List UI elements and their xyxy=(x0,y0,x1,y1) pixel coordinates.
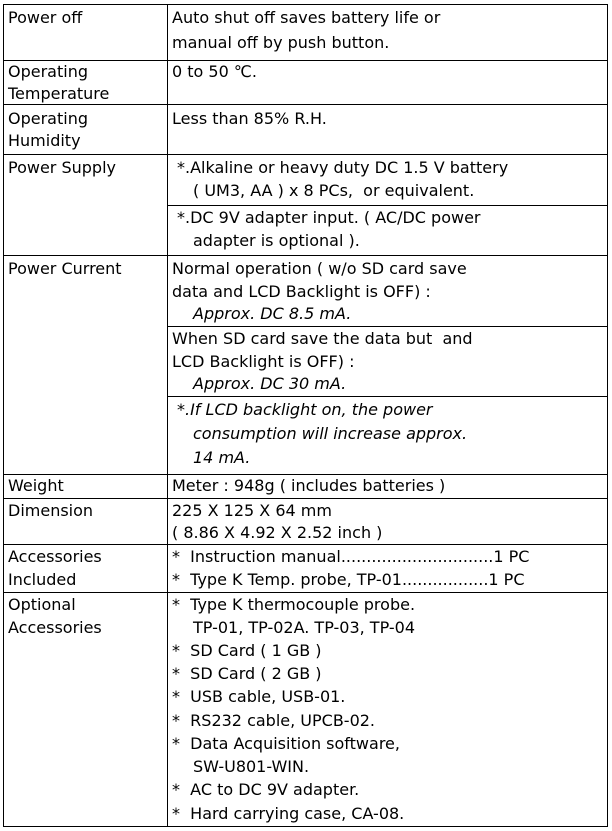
spec-label: Power Supply xyxy=(8,158,116,177)
spec-label: Operating xyxy=(8,109,88,128)
table-border-bottom xyxy=(3,826,608,827)
spec-value: Normal operation ( w/o SD card save xyxy=(172,259,467,278)
spec-value: 14 mA. xyxy=(193,448,251,467)
spec-value: Auto shut off saves battery life or xyxy=(172,8,441,27)
spec-label: Optional xyxy=(8,595,76,614)
spec-value: * USB cable, USB-01. xyxy=(172,687,346,706)
spec-value: * Hard carrying case, CA-08. xyxy=(172,804,405,823)
spec-label: Operating xyxy=(8,62,88,81)
table-border-top xyxy=(3,4,608,5)
row-divider xyxy=(3,60,608,61)
spec-value: * AC to DC 9V adapter. xyxy=(172,780,360,799)
spec-label: Humidity xyxy=(8,131,81,150)
row-subdivider xyxy=(167,396,608,397)
spec-value: * Instruction manual..............................1 PC xyxy=(172,547,530,566)
spec-value: TP-01, TP-02A. TP-03, TP-04 xyxy=(193,618,415,637)
spec-value: * SD Card ( 2 GB ) xyxy=(172,664,322,683)
table-border-left xyxy=(3,4,4,827)
spec-value: adapter is optional ). xyxy=(193,231,360,250)
row-divider xyxy=(3,154,608,155)
spec-label: Accessories xyxy=(8,547,102,566)
spec-value: consumption will increase approx. xyxy=(193,424,468,443)
spec-value: * RS232 cable, UPCB-02. xyxy=(172,711,376,730)
spec-label: Power Current xyxy=(8,259,122,278)
spec-label: Temperature xyxy=(8,84,110,103)
spec-value: 0 to 50 ℃. xyxy=(172,62,257,81)
spec-label: Dimension xyxy=(8,501,94,520)
spec-value: *.If LCD backlight on, the power xyxy=(177,400,433,419)
spec-value: manual off by push button. xyxy=(172,33,390,52)
spec-value: * Type K thermocouple probe. xyxy=(172,595,416,614)
spec-label: Weight xyxy=(8,476,64,495)
spec-value: * Type K Temp. probe, TP-01.................1 PC xyxy=(172,570,525,589)
row-divider xyxy=(3,592,608,593)
row-subdivider xyxy=(167,326,608,327)
spec-value: *.DC 9V adapter input. ( AC/DC power xyxy=(177,208,481,227)
column-divider xyxy=(167,4,168,827)
spec-value: * Data Acquisition software, xyxy=(172,734,400,753)
spec-value: ( 8.86 X 4.92 X 2.52 inch ) xyxy=(172,523,383,542)
spec-value: When SD card save the data but and xyxy=(172,329,473,348)
spec-value: *.Alkaline or heavy duty DC 1.5 V battery xyxy=(177,158,509,177)
row-subdivider xyxy=(167,205,608,206)
spec-label: Power off xyxy=(8,8,83,27)
row-divider xyxy=(3,255,608,256)
spec-value: * SD Card ( 1 GB ) xyxy=(172,641,322,660)
spec-value: data and LCD Backlight is OFF) : xyxy=(172,282,431,301)
spec-value: ( UM3, AA ) x 8 PCs, or equivalent. xyxy=(193,181,475,200)
spec-value: LCD Backlight is OFF) : xyxy=(172,352,355,371)
spec-value: SW-U801-WIN. xyxy=(193,757,310,776)
spec-label: Accessories xyxy=(8,618,102,637)
spec-value: Less than 85% R.H. xyxy=(172,109,327,128)
spec-value: 225 X 125 X 64 mm xyxy=(172,501,332,520)
spec-value: Approx. DC 8.5 mA. xyxy=(193,304,352,323)
table-border-right xyxy=(607,4,608,827)
spec-value: Meter : 948g ( includes batteries ) xyxy=(172,476,446,495)
row-divider xyxy=(3,544,608,545)
spec-label: Included xyxy=(8,570,77,589)
row-divider xyxy=(3,498,608,499)
spec-value: Approx. DC 30 mA. xyxy=(193,374,347,393)
